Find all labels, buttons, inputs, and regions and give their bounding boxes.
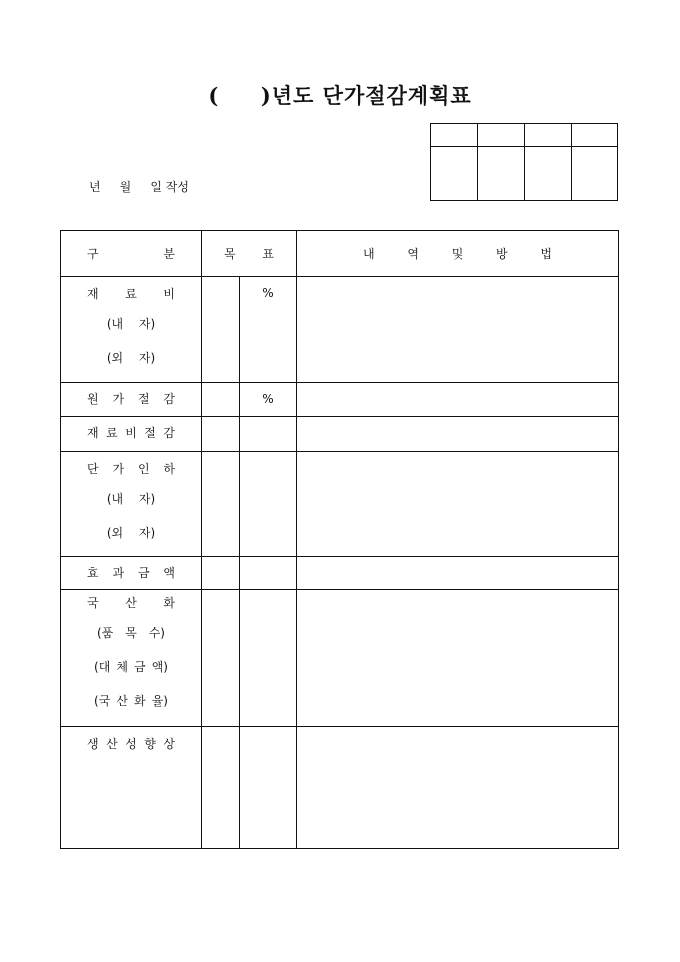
table-row — [61, 452, 619, 557]
detail-cell[interactable] — [297, 383, 619, 417]
table-row — [61, 417, 619, 452]
percent-cell[interactable] — [240, 417, 297, 452]
approval-header-cell[interactable] — [572, 124, 618, 147]
table-header-row — [61, 231, 619, 277]
target-cell[interactable] — [202, 557, 240, 590]
approval-sign-cell[interactable] — [478, 147, 525, 201]
detail-cell[interactable] — [297, 557, 619, 590]
approval-header-cell[interactable] — [478, 124, 525, 147]
row-label-cost-reduction: 원 가 절 감 — [61, 383, 202, 417]
target-cell[interactable] — [202, 452, 240, 557]
table-row — [61, 590, 619, 727]
header-gubun: 구 분 — [61, 231, 202, 277]
target-cell[interactable] — [202, 383, 240, 417]
detail-cell[interactable] — [297, 590, 619, 727]
approval-header-cell[interactable] — [431, 124, 478, 147]
row-label-effect-amount: 효 과 금 액 — [61, 557, 202, 590]
percent-cell[interactable]: % — [240, 383, 297, 417]
approval-sign-cell[interactable] — [572, 147, 618, 201]
table-row — [61, 383, 619, 417]
table-row — [61, 277, 619, 383]
table-row — [61, 727, 619, 849]
target-cell[interactable] — [202, 277, 240, 383]
approval-box — [430, 123, 618, 201]
detail-cell[interactable] — [297, 277, 619, 383]
table-row — [61, 557, 619, 590]
detail-cell[interactable] — [297, 417, 619, 452]
percent-cell[interactable] — [240, 557, 297, 590]
target-cell[interactable] — [202, 727, 240, 849]
detail-cell[interactable] — [297, 452, 619, 557]
percent-cell[interactable]: % — [240, 277, 297, 383]
row-label-material-reduction: 재 료 비 절 감 — [61, 417, 202, 452]
header-naeyeok: 내 역 및 방 법 — [297, 231, 619, 277]
target-cell[interactable] — [202, 417, 240, 452]
date-written: 년 월 일 작성 — [89, 180, 189, 194]
row-label-localization: 국 산 화 (품 목 수) (대 체 금 액) (국 산 화 율) — [61, 590, 202, 727]
page-title: ( )년도 단가절감계획표 — [208, 83, 472, 108]
plan-table — [60, 230, 619, 849]
detail-cell[interactable] — [297, 727, 619, 849]
percent-cell[interactable] — [240, 727, 297, 849]
target-cell[interactable] — [202, 590, 240, 727]
approval-sign-cell[interactable] — [431, 147, 478, 201]
row-label-price-cut: 단 가 인 하 (내 자) (외 자) — [61, 452, 202, 557]
approval-sign-cell[interactable] — [525, 147, 572, 201]
row-label-material-cost: 재 료 비 (내 자) (외 자) — [61, 277, 202, 383]
header-mokpyo: 목 표 — [202, 231, 297, 277]
approval-header-cell[interactable] — [525, 124, 572, 147]
row-label-productivity: 생 산 성 향 상 — [61, 727, 202, 849]
percent-cell[interactable] — [240, 590, 297, 727]
percent-cell[interactable] — [240, 452, 297, 557]
